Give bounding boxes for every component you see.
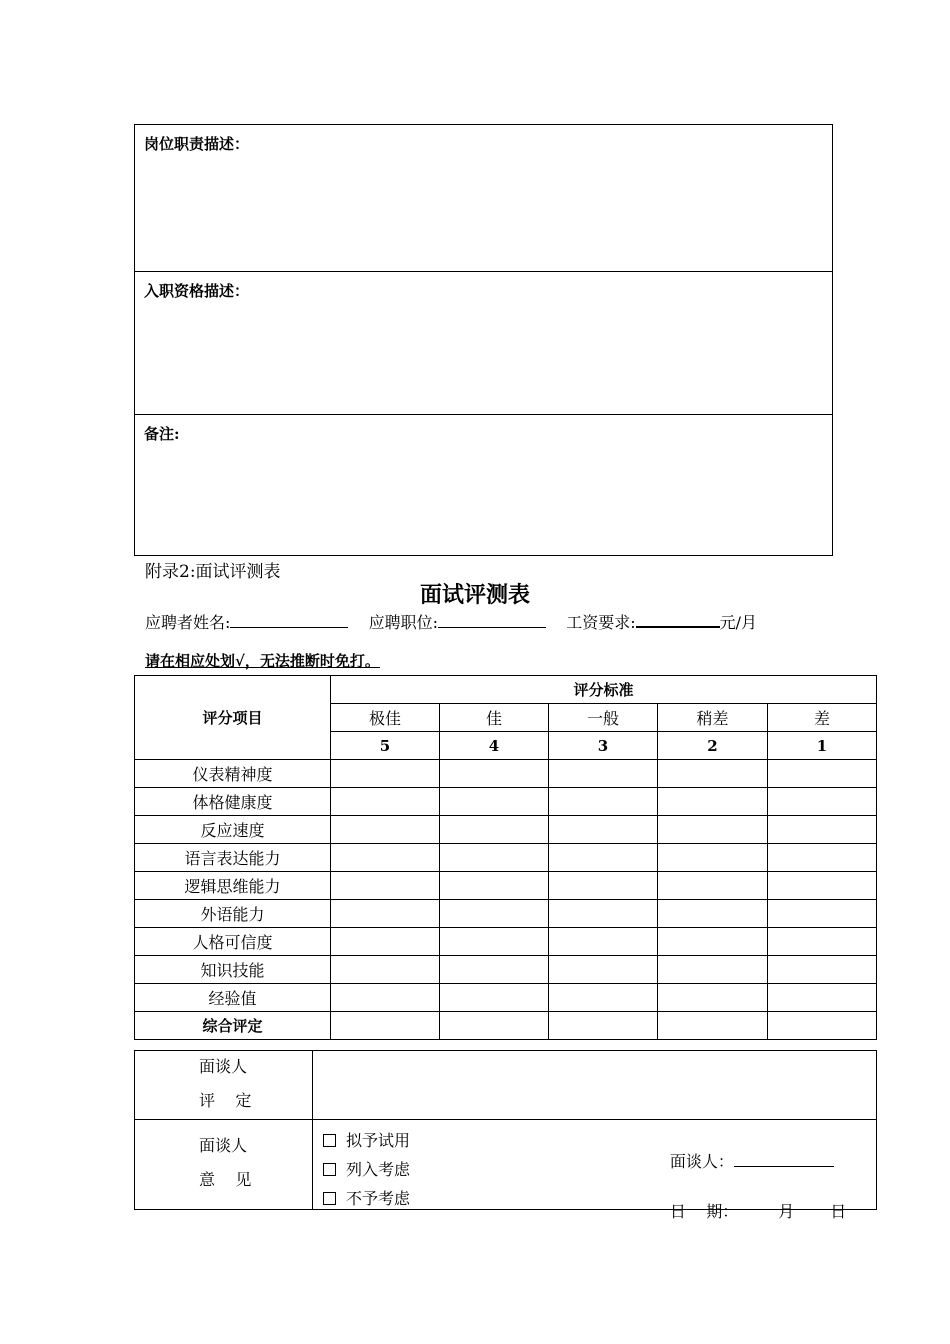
score-cell[interactable] xyxy=(331,788,440,816)
duties-label: 岗位职责描述： xyxy=(144,135,250,153)
score-cell[interactable] xyxy=(768,1012,877,1040)
score-cell[interactable] xyxy=(658,900,768,928)
summary-label: 综合评定 xyxy=(135,1012,331,1040)
score-cell[interactable] xyxy=(549,872,658,900)
score-cell[interactable] xyxy=(440,844,549,872)
remarks-box xyxy=(134,414,833,556)
criterion-label: 仪表精神度 xyxy=(135,760,331,788)
score-cell[interactable] xyxy=(331,816,440,844)
score-cell[interactable] xyxy=(768,816,877,844)
score-cell[interactable] xyxy=(331,956,440,984)
table-row xyxy=(135,900,877,928)
level-label: 差 xyxy=(768,704,877,732)
opinion-label-line1: 面谈人 xyxy=(199,1136,248,1155)
level-label: 极佳 xyxy=(331,704,440,732)
criterion-label: 外语能力 xyxy=(135,900,331,928)
score-cell[interactable] xyxy=(549,816,658,844)
qualification-label: 入职资格描述： xyxy=(144,282,250,300)
evaluation-label-cell xyxy=(135,1051,313,1120)
score-cell[interactable] xyxy=(331,760,440,788)
score-cell[interactable] xyxy=(440,928,549,956)
score-cell[interactable] xyxy=(658,872,768,900)
score-cell[interactable] xyxy=(658,1012,768,1040)
month-label: 月 xyxy=(778,1202,795,1221)
score-cell[interactable] xyxy=(331,900,440,928)
level-label: 稍差 xyxy=(658,704,768,732)
option-consider[interactable] xyxy=(323,1157,410,1180)
score-cell[interactable] xyxy=(549,844,658,872)
table-row xyxy=(135,928,877,956)
interviewer-label: 面谈人： xyxy=(669,1152,734,1171)
criterion-label: 语言表达能力 xyxy=(135,844,331,872)
option-trial[interactable] xyxy=(323,1128,410,1151)
score-cell[interactable] xyxy=(440,788,549,816)
duties-box xyxy=(134,124,833,272)
opinion-label-line2: 意 见 xyxy=(199,1170,252,1189)
score-cell[interactable] xyxy=(549,788,658,816)
table-row xyxy=(135,844,877,872)
score-cell[interactable] xyxy=(768,872,877,900)
scoring-table xyxy=(134,675,877,1040)
salary-unit: 元/月 xyxy=(719,613,757,632)
score-cell[interactable] xyxy=(658,928,768,956)
score-cell[interactable] xyxy=(658,788,768,816)
salary-label: 工资要求: xyxy=(566,613,636,632)
score-cell[interactable] xyxy=(549,760,658,788)
interviewer-blank[interactable] xyxy=(734,1152,834,1167)
remarks-label: 备注: xyxy=(144,425,180,443)
score-cell[interactable] xyxy=(440,1012,549,1040)
date-label: 日 期： xyxy=(669,1202,739,1221)
score-cell[interactable] xyxy=(768,788,877,816)
score-cell[interactable] xyxy=(768,956,877,984)
score-cell[interactable] xyxy=(768,928,877,956)
applicant-fields xyxy=(145,610,757,633)
table-row xyxy=(135,760,877,788)
option-label: 列入考虑 xyxy=(346,1160,411,1179)
score-cell[interactable] xyxy=(331,872,440,900)
score-value: 4 xyxy=(440,732,549,760)
checkbox-icon[interactable] xyxy=(323,1163,336,1176)
instruction: 请在相应处划√，无法推断时免打。 xyxy=(145,652,380,670)
table-row xyxy=(135,872,877,900)
score-cell[interactable] xyxy=(549,928,658,956)
table-row xyxy=(135,816,877,844)
criterion-label: 逻辑思维能力 xyxy=(135,872,331,900)
criterion-label: 体格健康度 xyxy=(135,788,331,816)
opinion-label-cell xyxy=(135,1120,313,1210)
score-cell[interactable] xyxy=(440,816,549,844)
score-cell[interactable] xyxy=(331,844,440,872)
score-cell[interactable] xyxy=(440,872,549,900)
day-label: 日 xyxy=(830,1202,847,1221)
evaluation-content-cell[interactable] xyxy=(313,1051,877,1120)
score-value: 1 xyxy=(768,732,877,760)
opinion-content-cell xyxy=(313,1120,877,1221)
score-cell[interactable] xyxy=(658,816,768,844)
option-label: 不予考虑 xyxy=(346,1189,411,1208)
score-value: 2 xyxy=(658,732,768,760)
position-label: 应聘职位: xyxy=(368,613,438,632)
criterion-label: 人格可信度 xyxy=(135,928,331,956)
interviewer-table xyxy=(134,1050,877,1221)
salary-blank[interactable] xyxy=(636,612,720,628)
score-cell[interactable] xyxy=(658,760,768,788)
table-row xyxy=(135,984,877,1012)
score-cell[interactable] xyxy=(440,956,549,984)
score-cell[interactable] xyxy=(658,956,768,984)
name-blank[interactable] xyxy=(230,613,348,628)
appendix-caption: 附录2:面试评测表 xyxy=(145,562,281,582)
score-cell[interactable] xyxy=(549,956,658,984)
score-cell[interactable] xyxy=(658,984,768,1012)
score-cell[interactable] xyxy=(549,1012,658,1040)
level-label: 佳 xyxy=(440,704,549,732)
score-cell[interactable] xyxy=(768,760,877,788)
score-cell[interactable] xyxy=(440,760,549,788)
form-title: 面试评测表 xyxy=(419,583,530,608)
position-blank[interactable] xyxy=(438,613,546,628)
standard-header: 评分标准 xyxy=(331,676,877,704)
name-label: 应聘者姓名: xyxy=(145,613,231,632)
score-cell[interactable] xyxy=(549,900,658,928)
score-cell[interactable] xyxy=(331,984,440,1012)
evaluation-label-line2: 评 定 xyxy=(199,1091,252,1110)
table-row xyxy=(135,788,877,816)
score-cell[interactable] xyxy=(658,844,768,872)
score-cell[interactable] xyxy=(440,900,549,928)
score-cell[interactable] xyxy=(768,900,877,928)
option-reject[interactable] xyxy=(323,1186,410,1209)
level-label: 一般 xyxy=(549,704,658,732)
score-value: 5 xyxy=(331,732,440,760)
table-row xyxy=(135,1012,877,1040)
criterion-label: 经验值 xyxy=(135,984,331,1012)
score-cell[interactable] xyxy=(331,928,440,956)
table-row xyxy=(135,956,877,984)
date-line xyxy=(619,1180,846,1241)
criterion-label: 反应速度 xyxy=(135,816,331,844)
checkbox-icon[interactable] xyxy=(323,1192,336,1205)
qualification-box xyxy=(134,271,833,415)
item-header: 评分项目 xyxy=(135,676,331,760)
checkbox-icon[interactable] xyxy=(323,1134,336,1147)
score-cell[interactable] xyxy=(768,844,877,872)
criterion-label: 知识技能 xyxy=(135,956,331,984)
score-cell[interactable] xyxy=(549,984,658,1012)
option-label: 拟予试用 xyxy=(346,1131,411,1150)
score-cell[interactable] xyxy=(331,1012,440,1040)
evaluation-label-line1: 面谈人 xyxy=(199,1057,248,1076)
score-cell[interactable] xyxy=(768,984,877,1012)
score-value: 3 xyxy=(549,732,658,760)
score-cell[interactable] xyxy=(440,984,549,1012)
